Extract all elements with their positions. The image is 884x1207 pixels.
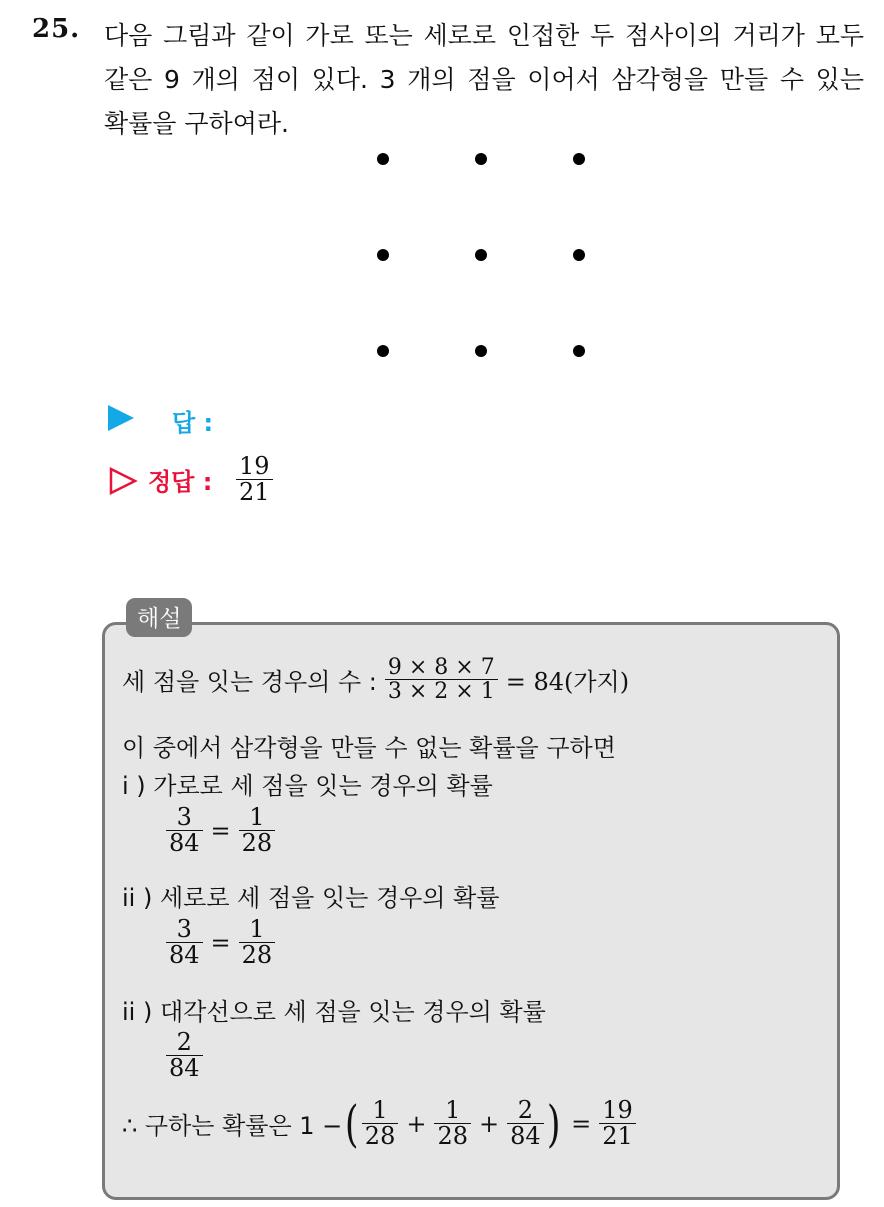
solution-case-1-heading: i ) 가로로 세 점을 잇는 경우의 확률 <box>122 772 493 800</box>
grid-dot <box>475 249 487 261</box>
solution-case-2-heading: ii ) 세로로 세 점을 잇는 경우의 확률 <box>122 884 500 912</box>
solution-tag: 해설 <box>126 598 192 637</box>
question-line-1: 다음 그림과 같이 가로 또는 세로로 인접한 두 점사이의 거리가 모두 <box>104 21 864 50</box>
grid-dot <box>475 153 487 165</box>
correct-answer-fraction: $\frac{19}{21}$ <box>236 454 273 505</box>
question-number: 25. <box>32 14 81 44</box>
grid-dot <box>377 249 389 261</box>
grid-dot <box>377 153 389 165</box>
grid-dot <box>573 345 585 357</box>
solution-case-1-fraction: $\frac{3}{84}$ = $\frac{1}{28}$ <box>166 805 275 856</box>
question-text <box>104 14 864 146</box>
question-line-2: 같은 9 개의 점이 있다. 3 개의 점을 이어서 삼각형을 만들 수 있는 <box>104 65 864 94</box>
correct-answer-label: 정답 : <box>148 468 213 496</box>
question-line-3: 확률을 구하여라. <box>104 109 289 138</box>
solution-case-2-fraction: $\frac{3}{84}$ = $\frac{1}{28}$ <box>166 917 275 968</box>
grid-dot <box>573 153 585 165</box>
grid-dot <box>377 345 389 357</box>
solution-line-count: 세 점을 잇는 경우의 수 : $\frac{9 \times 8 \times 7}{3 \times 2 \times 1}$ = 84(가지) <box>122 655 630 705</box>
solution-case-3-heading: ii ) 대각선으로 세 점을 잇는 경우의 확률 <box>122 998 546 1026</box>
solution-line-intro: 이 중에서 삼각형을 만들 수 없는 확률을 구하면 <box>122 734 616 762</box>
solution-final-line: ∴ 구하는 확률은 1 − ( $\frac{1}{28}$ + $\frac{1}{28}$ + $\frac{2}{84}$ ) = $\frac{19}{21}$ <box>122 1098 636 1149</box>
correct-arrow-icon <box>108 466 138 496</box>
answer-arrow-icon <box>108 405 134 431</box>
grid-dot <box>475 345 487 357</box>
answer-label: 답 : <box>172 409 214 437</box>
combination-fraction: $\frac{9 \times 8 \times 7}{3 \times 2 \times 1}$ <box>385 656 498 703</box>
grid-dot <box>573 249 585 261</box>
solution-case-3-fraction: $\frac{2}{84}$ <box>166 1030 203 1081</box>
